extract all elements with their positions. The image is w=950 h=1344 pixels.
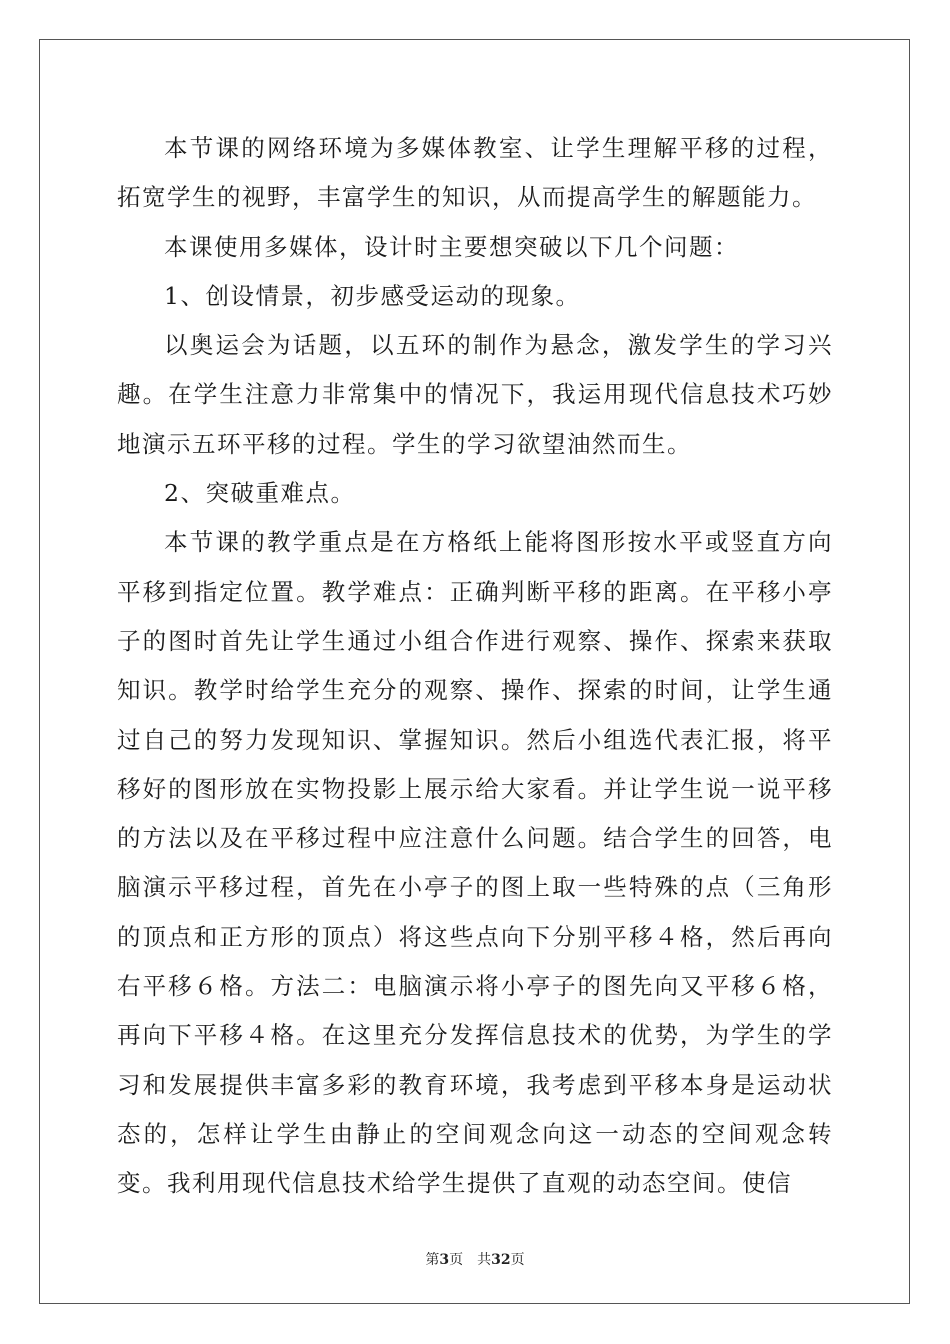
paragraph-5: 2、突破重难点。 — [164, 479, 356, 508]
total-suffix: 页 — [510, 1252, 525, 1268]
total-page-count: 32 — [491, 1252, 511, 1268]
paragraph-4: 以奥运会为话题，以五环的制作为悬念，激发学生的学习兴趣。在学生注意力非常集中的情况下，我运用现代信息技术巧妙地演示五环平移的过程。学生的学习欲望油然而生。 — [117, 331, 833, 458]
page-footer — [0, 1249, 950, 1269]
total-prefix: 共 — [477, 1252, 492, 1268]
page-prefix: 第 — [425, 1252, 440, 1268]
paragraph-1: 本节课的网络环境为多媒体教室、让学生理解平移的过程，拓宽学生的视野，丰富学生的知识，从而提高学生的解题能力。 — [117, 134, 833, 212]
paragraph-6: 本节课的教学重点是在方格纸上能将图形按水平或竖直方向平移到指定位置。教学难点：正确判断平移的距离。在平移小亭子的图时首先让学生通过小组合作进行观察、操作、探索来获取知识。教学时给学生充分的观察、操作、探索的时间，让学生通过自己的努力发现知识、掌握知识。然后小组选代表汇报，将平移好的图形放在实物投影上展示给大家看。并让学生说一说平移的方法以及在平移过程中应注意什么问题。结合学生的回答，电脑演示平移过程，首先在小亭子的图上取一些特殊的点（三角形的顶点和正方形的顶点）将这些点向下分别平移４格，然后再向右平移６格。方法二：电脑演示将小亭子的图先向又平移６格，再向下平移４格。在这里充分发挥信息技术的优势，为学生的学习和发展提供丰富多彩的教育环境，我考虑到平移本身是运动状态的，怎样让学生由静止的空间观念向这一动态的空间观念转变。我利用现代信息技术给学生提供了直观的动态空间。使信 — [117, 528, 833, 1198]
page-suffix: 页 — [449, 1252, 464, 1268]
paragraph-2: 本课使用多媒体，设计时主要想突破以下几个问题： — [164, 232, 739, 261]
document-body — [117, 124, 833, 1209]
paragraph-3: 1、创设情景，初步感受运动的现象。 — [164, 281, 581, 310]
current-page-number: 3 — [439, 1252, 450, 1268]
